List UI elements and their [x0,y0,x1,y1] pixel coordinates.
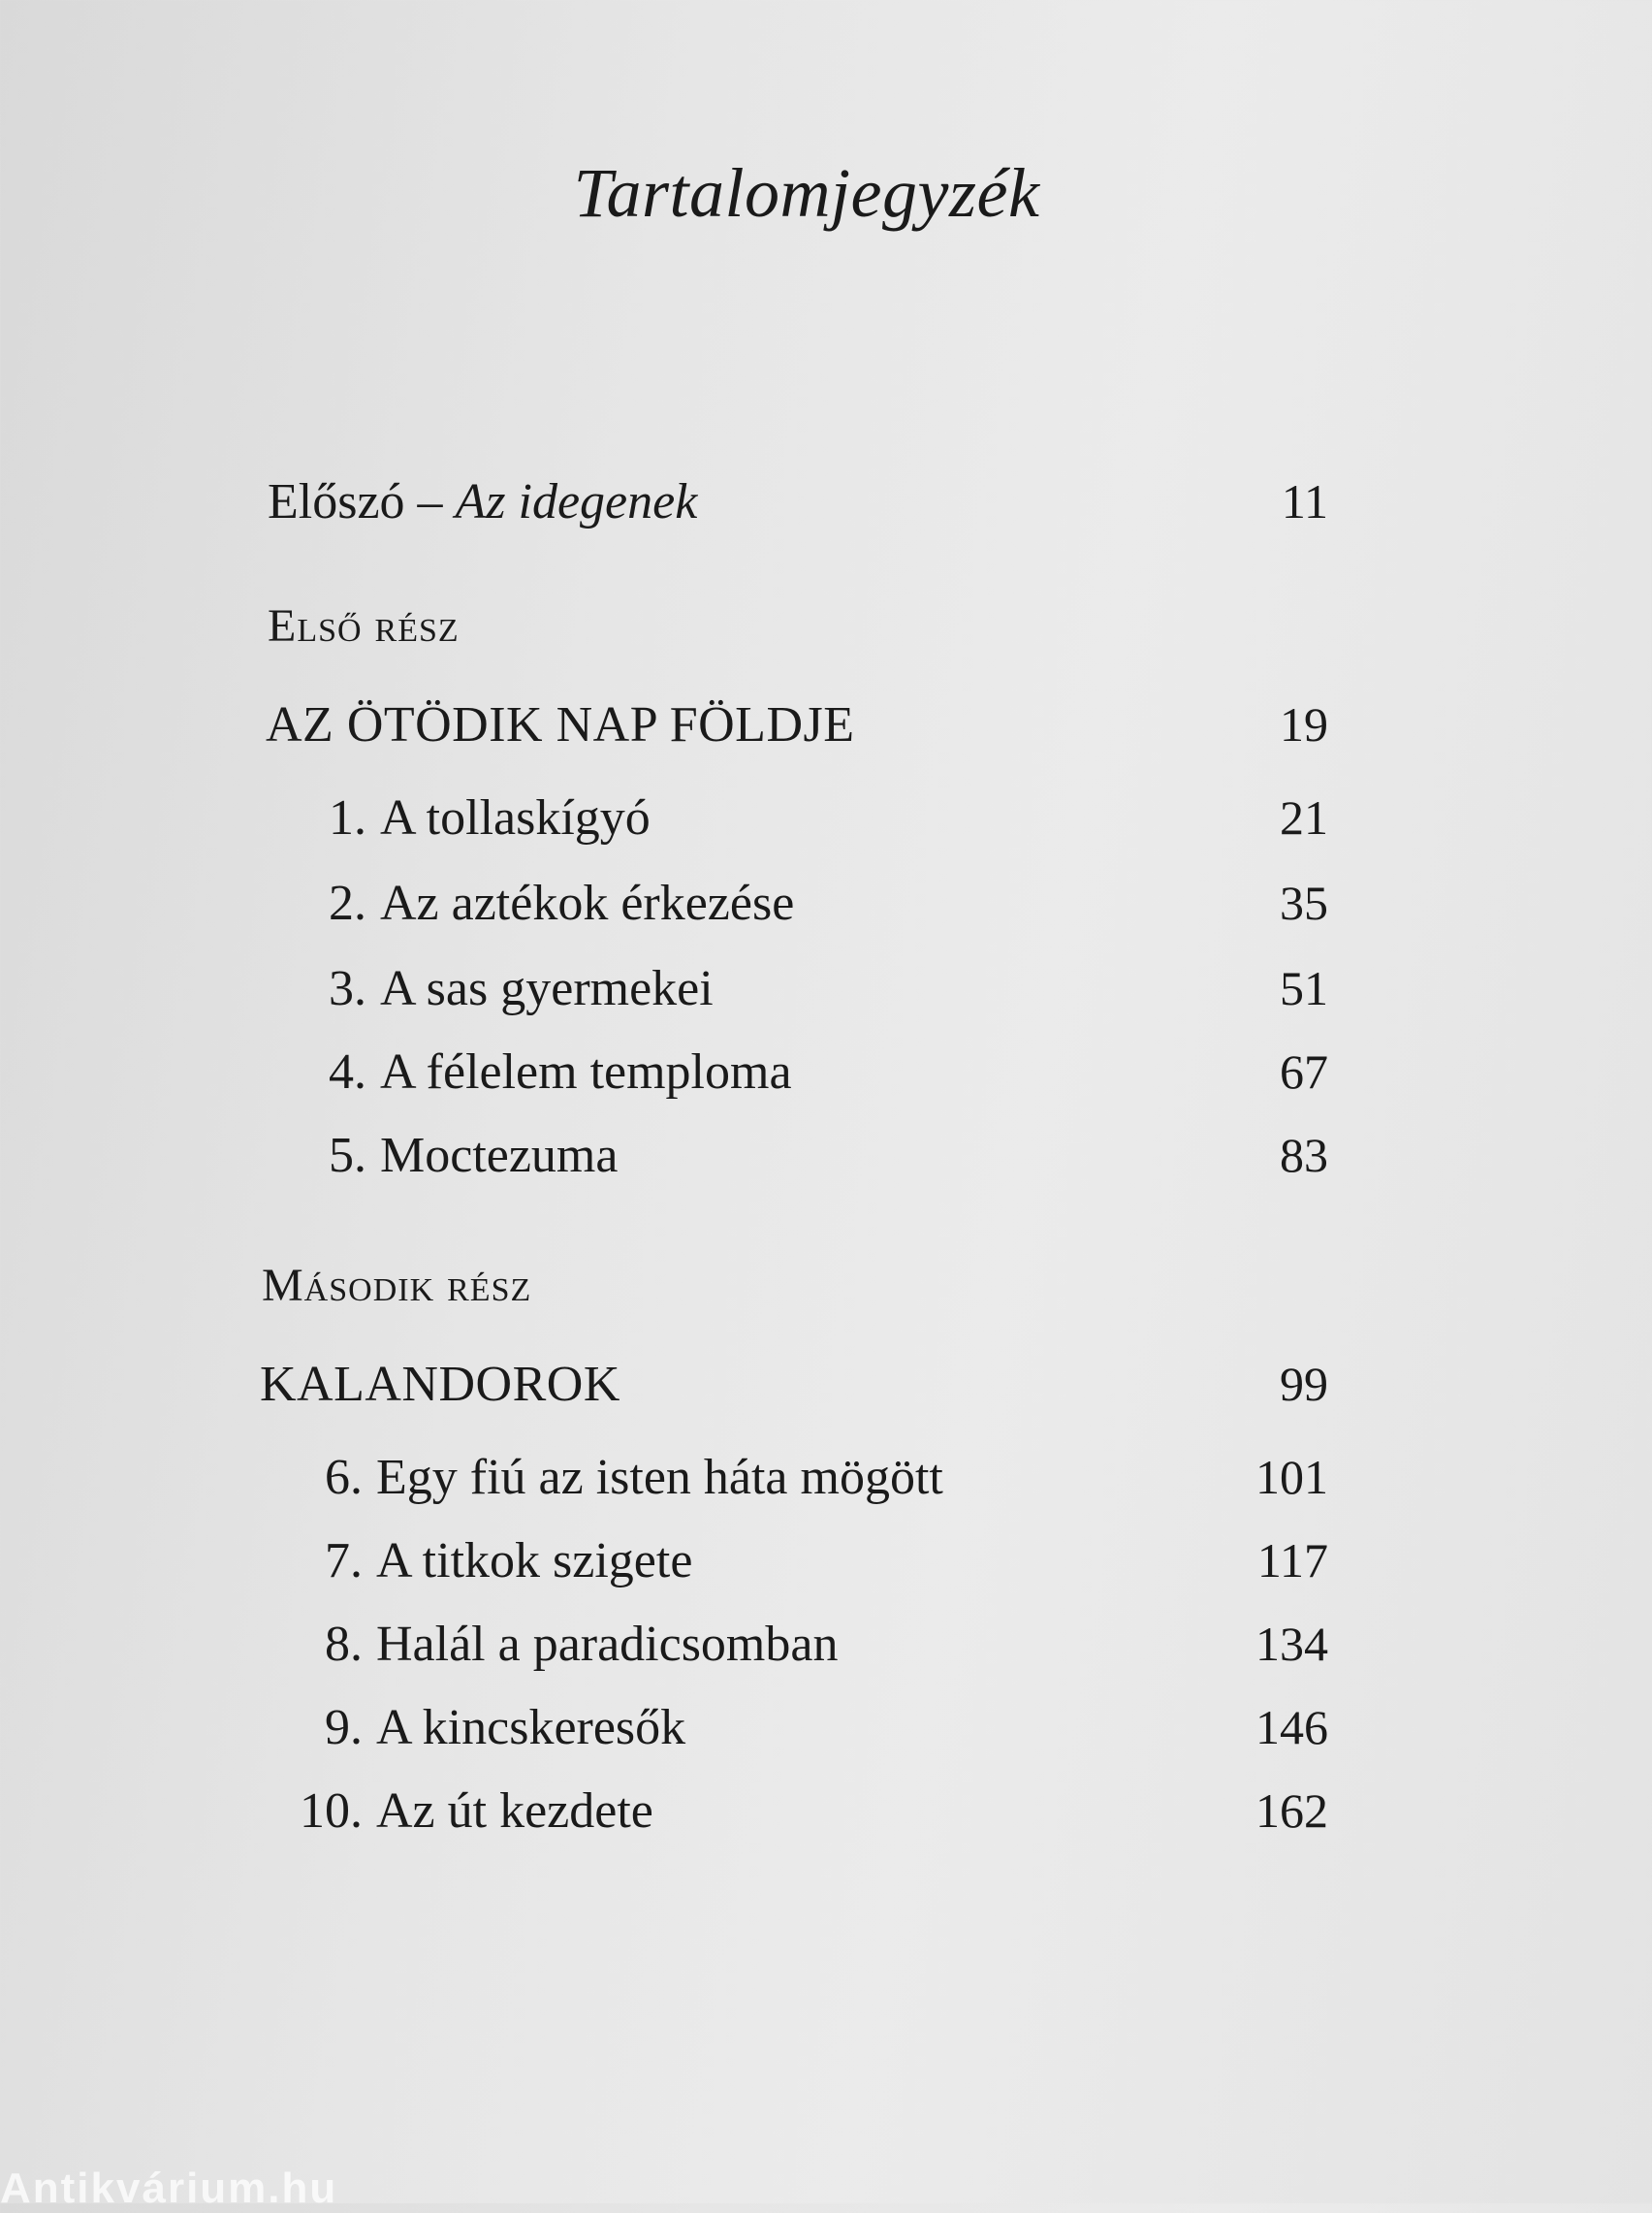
toc-entry-preface [268,473,1328,530]
toc-entry-chapter [283,1532,1328,1589]
page-number: 51 [1280,961,1328,1015]
chapter-title: Moctezuma [380,1128,619,1183]
chapter-number: 3. [329,961,366,1016]
toc-entry-chapter [283,1782,1328,1840]
part-label: Első rész [268,600,460,652]
preface-dash: – [417,474,443,529]
chapter-number: 4. [329,1044,366,1100]
toc-entry-chapter [287,875,1328,932]
page-number: 99 [1280,1357,1328,1411]
page-number: 101 [1255,1450,1328,1504]
chapter-number: 8. [325,1617,363,1672]
part-label: Második rész [262,1260,532,1311]
page-number: 162 [1255,1783,1328,1838]
toc-entry-part-title [260,1356,1328,1413]
page-title: Tartalomjegyzék [573,154,1040,232]
part-title: AZ ÖTÖDIK NAP FÖLDJE [266,697,855,753]
page-number: 21 [1280,790,1328,845]
page-number: 134 [1255,1617,1328,1671]
chapter-title: Az aztékok érkezése [380,876,795,931]
chapter-title: A félelem temploma [380,1044,792,1100]
chapter-title: Halál a paradicsomban [376,1617,839,1672]
toc-entry-part-title [266,696,1328,754]
page-number: 19 [1280,697,1328,752]
part-title: KALANDOROK [260,1357,620,1412]
chapter-title: A tollaskígyó [380,790,651,846]
chapter-number: 5. [329,1128,366,1183]
page-number: 35 [1280,876,1328,930]
page-number: 146 [1255,1700,1328,1754]
toc-entry-chapter [287,960,1328,1017]
preface-text [268,473,697,530]
toc-entry-chapter [287,789,1328,847]
page-number: 67 [1280,1044,1328,1099]
toc-entry-chapter [283,1699,1328,1756]
chapter-title: A titkok szigete [376,1533,693,1588]
preface-label: Előszó [268,474,405,529]
chapter-number: 6. [325,1450,363,1505]
chapter-title: A sas gyermekei [380,961,714,1016]
toc-entry-chapter [287,1043,1328,1101]
chapter-number: 10. [300,1783,363,1839]
preface-subtitle: Az idegenek [455,474,698,529]
chapter-title: A kincskeresők [376,1700,686,1755]
chapter-number: 7. [325,1533,363,1588]
toc-entry-chapter [283,1616,1328,1673]
chapter-title: Egy fiú az isten háta mögött [376,1450,943,1505]
chapter-number: 1. [329,790,366,846]
toc-entry-chapter [283,1449,1328,1506]
watermark: Antikvárium.hu [0,2165,338,2212]
chapter-number: 9. [325,1700,363,1755]
page-number: 11 [1281,474,1328,529]
chapter-title: Az út kezdete [376,1783,653,1839]
page-number: 117 [1256,1533,1328,1588]
chapter-number: 2. [329,876,366,931]
toc-entry-chapter [287,1127,1328,1184]
page-number: 83 [1280,1128,1328,1182]
